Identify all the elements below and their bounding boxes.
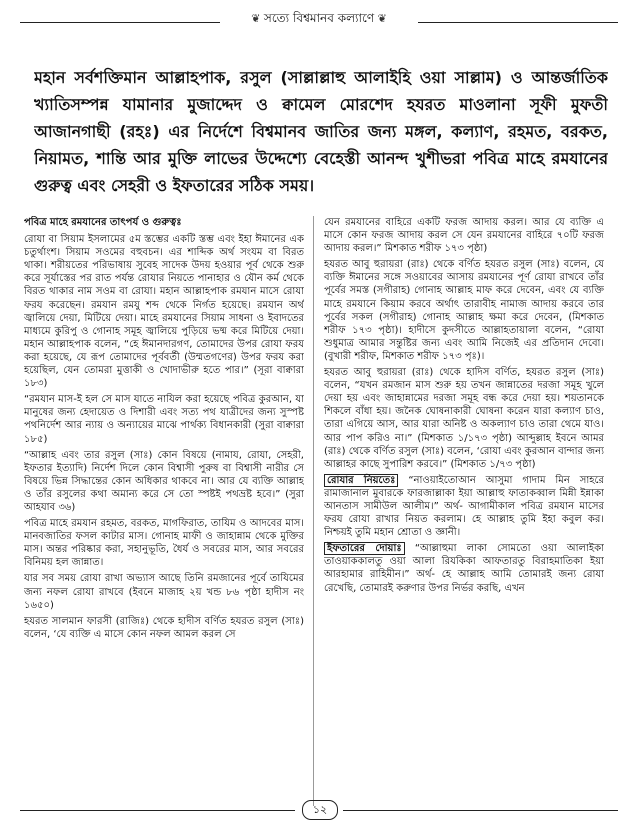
iftar-label: ইফতারের দোয়াঃ — [324, 542, 405, 555]
footer-rule-left — [20, 810, 295, 811]
page-number: ১২ — [302, 800, 338, 820]
left-paragraph-6: হযরত সালমান ফারসী (রাজিঃ) থেকে হাদীস বর্ণিত হযরত রসুল (সাঃ) বলেন, ‘যে ব্যক্তি এ মাসে কোন নফল আমল করল সে — [24, 615, 304, 640]
niyat-label: রোযার নিয়তেঃ — [324, 474, 398, 487]
header-rule-left — [20, 22, 220, 23]
iftar-paragraph — [324, 542, 604, 594]
right-paragraph-2: হযরত আবু হুরায়রা (রাঃ) থেকে বর্ণিত হযরত রসুল (সাঃ) বলেন, যে ব্যক্তি ঈমানের সঙ্গে সওয়াবের আসায় রমযানের পূর্ণ রোযা রাখবে তাঁর পূর্বের সমস্ত (সগীরাহ) গোনাহ আল্লাহ মাফ করে দেবেন, এবং যে ব্যক্তি মাহে রমযানে কিয়াম করবে অর্থাৎ তারাবীহ নামাজ আদায় করবে তার পূর্বের সকল (সগীরাহ) গোনাহ আল্লাহ ক্ষমা করে দেবেন, (মিশকাত শরীফ ১৭৩ পৃষ্ঠা)। হাদীসে কুদসীতে আল্লাহতায়ালা বলেন, “রোযা শুধুমাত্র আমার সন্তুষ্টির জন্য এবং আমি নিজেই এর প্রতিদান দেবো। (বুখারী শরীফ, মিশকাত শরীফ ১৭৩ পৃঃ)। — [324, 259, 604, 362]
left-paragraph-3: “আল্লাহ এবং তার রসুল (সাঃ) কোন বিষয়ে (নামায, রোযা, সেহরী, ইফতার ইত্যাদি) নির্দেশ দিলে কোন বিশ্বাসী পুরুষ বা বিশ্বাসী নারীর সে বিষয়ে ভিন্ন সিদ্ধান্তের কোন অধিকার থাকবে না। আর যে ব্যক্তি আল্লাহ ও তাঁর রসুলের কথা অমান্য করে সে তো স্পষ্টই পথভ্রষ্ট হবে।” (সুরা আহযাব ৩৬) — [24, 449, 304, 513]
right-column — [324, 216, 604, 806]
footer-rule-right — [343, 810, 618, 811]
left-paragraph-4: পবিত্র মাহে রমযান রহমত, বরকত, মাগফিরাত, তাযিম ও আদবের মাস। মানবজাতির ফসল কাটার মাস। গোনাহ মাফী ও জাহান্নাম থেকে মুক্তির মাস। অন্তর পরিষ্কার করা, সহানুভূতি, ধৈর্য ও সবরের মাস, আর সবরের বিনিময় হল জান্নাত। — [24, 518, 304, 569]
page-footer — [20, 800, 618, 820]
left-paragraph-1: রোযা বা সিয়াম ইসলামের ৫ম স্তম্ভের একটি স্তম্ভ এবং ইহা ঈমানের এক চতুর্থাংশ। সিয়াম সওমের বহুবচন। এর শাব্দিক অর্থ সংযম বা বিরত থাকা। শরীয়তের পরিভাষায় সুবেহ সাদেক উদয় হওয়ার পূর্ব থেকে শুরু করে সূর্যাস্তের পর রাত পর্যন্ত রোযার নিয়তে পানাহার ও যৌন কর্ম থেকে বিরত থাকার নাম সওম বা রোযা। মহান আল্লাহপাক রমযান মাসে রোযা ফরয করেছেন। রমযান রমযু শব্দ থেকে নির্গত হয়েছে। রমযান অর্থ জ্বালিয়ে দেয়া, মিটিয়ে দেয়া। মাহে রমযানের সিয়াম সাধনা ও ইবাদতের মাধ্যমে কুরিপু ও গোনাহ সমূহ জ্বালিয়ে পুড়িয়ে ভষ্ম করে মিটিয়ে দেয়া। মহান আল্লাহপাক বলেন, “হে ঈমানদারগণ, তোমাদের উপর রোযা ফরয করা হয়েছে, যে রূপ তোমাদের পূর্ববর্তী (উম্মতগণের) উপর ফরয করা হয়েছিল, যেন তোমরা মুত্তাকী ও খোদাভীরু হতে পার।” (সূরা বাক্বারা ১৮৩) — [24, 234, 304, 390]
iftar-text: “আল্লাহুমা লাকা সোমতো ওয়া আলাইকা তাওয়াককালতু ওয়া আলা রিযকিকা আফতারতু বিরাহমাতিকা ইয়া আরহামার রাহিমীন।” অর্থ- হে আল্লাহ আমি তোমারই জন্য রোযা রেখেছি, তোমারই করুণার উপর নির্ভর করছি, এখন — [324, 543, 604, 594]
column-divider — [313, 216, 314, 806]
left-paragraph-5: যার সব সময় রোযা রাখা অভ্যাস আছে তিনি রমজানের পূর্বে তাযিমের জন্য নফল রোযা রাখবে (ইবনে মাজাহ ২য় খন্ড ৮৬ পৃষ্ঠা হাদীস নং ১৬৫০) — [24, 573, 304, 611]
niyat-paragraph — [324, 474, 604, 539]
headline: মহান সর্বশক্তিমান আল্লাহপাক, রসুল (সাল্লাল্লাহু আলাইহি ওয়া সাল্লাম) ও আন্তর্জাতিক খ্যাতিসম্পন্ন যামানার মুজাদ্দেদ ও ক্বামেল মোরশেদ হযরত মাওলানা সূফী মুফতী আজানগাছী (রহঃ) এর নির্দেশে বিশ্বমানব জাতির জন্য মঙ্গল, কল্যাণ, রহমত, বরকত, নিয়ামত, শান্তি আর মুক্তি লাভের উদ্দেশ্যে বেহেস্তী আনন্দ খুশীভরা পবিত্র মাহে রমযানের গুরুত্ব এবং সেহরী ও ইফতারের সঠিক সময়। — [34, 68, 608, 195]
header-title-text: সত্যে বিশ্বমানব কল্যাণে — [263, 11, 375, 25]
header-rule-right — [418, 22, 618, 23]
page-header — [20, 6, 618, 36]
right-paragraph-3: হযরত আবু হুরায়রা (রাঃ) থেকে হাদিস বর্ণিত, হযরত রসুল (সাঃ) বলেন, “যখন রমজান মাস শুরু হয় তখন জান্নাতের দরজা সমূহ খুলে দেয়া হয় এবং জাহান্নামের দরজা সমূহ বন্ধ করে দেয়া হয়। শয়তানকে শিকলে বাঁধা হয়। জনৈক ঘোষনাকারী ঘোষনা করেন যারা কল্যাণ চাও, তারা এগিয়ে আস, আর যারা অনিষ্ট ও অকল্যাণ চাও তারা থেমে যাও। আর পাপ করিও না।” (মিশকাত ১/১৭৩ পৃষ্ঠা) আব্দুল্লাহ ইবনে আমর (রাঃ) থেকে বর্ণিত রসুল (সাঃ) বলেন, ‘রোযা এবং কুরআন বান্দার জন্য আল্লাহর কাছে সুপারিশ করবে।” (মিশকাত ১/৭৩ পৃষ্ঠা) — [324, 367, 604, 470]
section-heading: পবিত্র মাহে রমযানের তাৎপর্য ও গুরুত্বঃ — [24, 217, 182, 228]
ornament-left-icon: ❦ — [251, 12, 264, 25]
left-column — [24, 216, 304, 806]
header-title — [220, 10, 418, 30]
niyat-text: “নাওয়াইতোআন আসুমা গাদাম মিন সাহরে রামাজানাল মুবারকে ফারজাল্লাকা ইয়া আল্লাহু ফাতাকব্বাল মিন্নী ইন্নাকা আনতাস সামীউল আলীম।” অর্থ- আগামীকাল পবিত্র রমযান মাসের ফরয রোযা রাখার নিয়ত করলাম। হে আল্লাহ তুমি ইহা কবুল কর। নিশ্চয়ই তুমি মহান শ্রোতা ও জ্ঞানী। — [324, 474, 604, 539]
left-paragraph-2: “রমযান মাস-ই হল সে মাস যাতে নাযিল করা হয়েছে পবিত্র কুরআন, যা মানুষের জন্য হেদায়েত ও দিশারী এবং সত্য পথ যাত্রীদের জন্য সুস্পষ্ট পথনির্দেশ আর ন্যায় ও অন্যায়ের মাঝে পার্থক্য বিধানকারী (সুরা বাক্বারা ১৮৫) — [24, 394, 304, 445]
ornament-right-icon: ❦ — [374, 12, 387, 25]
right-paragraph-1: যেন রমযানের বাহিরে একটি ফরজ আদায় করল। আর যে ব্যক্তি এ মাসে কোন ফরজ আদায় করল সে যেন রমযানের বাহিরে ৭০টি ফরজ আদায় করল।” মিশকাত শরীফ ১৭৩ পৃষ্ঠা) — [324, 217, 604, 255]
